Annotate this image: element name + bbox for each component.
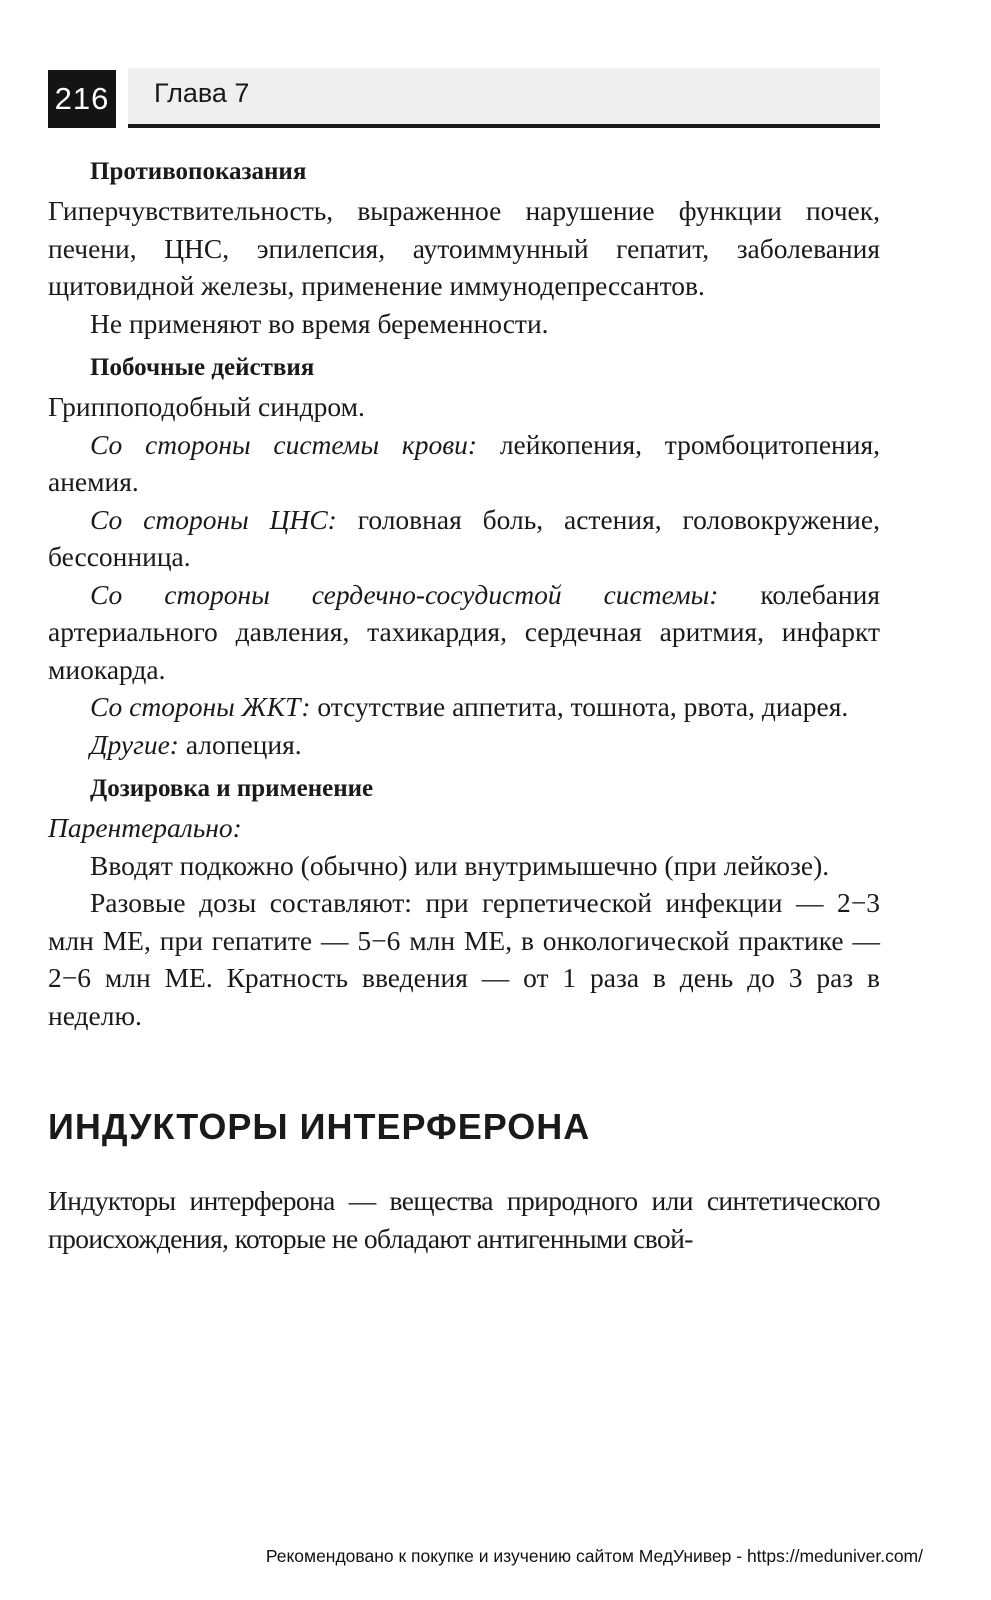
cardio-effects-label: Со стороны сердечно-сосудистой системы: bbox=[90, 578, 719, 610]
flu-like-syndrome: Гриппоподобный синдром. bbox=[48, 391, 365, 422]
gi-effects bbox=[48, 688, 880, 726]
gi-effects-label: Со стороны ЖКТ: bbox=[90, 691, 311, 722]
cns-effects-text: головная боль, астения, головокружение, бессонница. bbox=[48, 503, 880, 572]
blood-effects-label: Со стороны системы крови: bbox=[90, 428, 478, 460]
section-intro: Индукторы интерферона — вещества природного или синтетического происхождения, которые не обладают антигенными свой- bbox=[48, 1185, 880, 1254]
blood-effects-text: лейкопения, тромбоцитопения, анемия. bbox=[48, 428, 881, 497]
administration-text: Вводят подкожно (обычно) или внутримышечно (при лейкозе). bbox=[90, 849, 830, 881]
cns-effects-label: Со стороны ЦНС: bbox=[90, 503, 337, 535]
gi-effects-text: отсутствие аппетита, тошнота, рвота, диарея. bbox=[310, 691, 849, 722]
dosage-heading: Дозировка и применение bbox=[90, 775, 374, 802]
contraindications-text: Гиперчувствительность, выраженное нарушение функции почек, печени, ЦНС, эпилепсия, аутоиммунный гепатит, заболевания щитовидной железы, применение иммунодепрессантов. bbox=[48, 195, 880, 301]
blood-effects bbox=[48, 426, 880, 501]
chapter-band bbox=[128, 68, 880, 128]
cardio-effects bbox=[48, 576, 880, 689]
page-content bbox=[48, 152, 880, 1257]
other-effects bbox=[48, 726, 880, 764]
other-effects-label: Другие: bbox=[90, 728, 179, 760]
page-number: 216 bbox=[48, 70, 116, 128]
pregnancy-note: Не применяют во время беременности. bbox=[90, 307, 549, 339]
route-label: Парентерально: bbox=[48, 812, 242, 843]
cns-effects bbox=[48, 501, 880, 576]
chapter-title: Глава 7 bbox=[154, 78, 250, 108]
contraindications-heading: Противопоказания bbox=[90, 158, 307, 185]
dose-text: Разовые дозы составляют: при герпетической инфекции — 2−3 млн МЕ, при гепатите — 5−6 млн МЕ, в онкологической практике — 2−6 млн МЕ. Кратность введения — от 1 раза в день до 3 раз в неделю. bbox=[48, 887, 880, 1031]
cardio-effects-text: колебания артериального давления, тахикардия, сердечная аритмия, инфаркт миокарда. bbox=[48, 578, 880, 685]
other-effects-text: алопеция. bbox=[178, 728, 302, 760]
footer-recommendation: Рекомендовано к покупке и изучению сайтом МедУнивер - https://meduniver.com/ bbox=[265, 1546, 923, 1566]
side-effects-heading: Побочные действия bbox=[90, 354, 315, 381]
page-header bbox=[48, 68, 880, 130]
section-heading: ИНДУКТОРЫ ИНТЕРФЕРОНА bbox=[48, 1106, 591, 1147]
